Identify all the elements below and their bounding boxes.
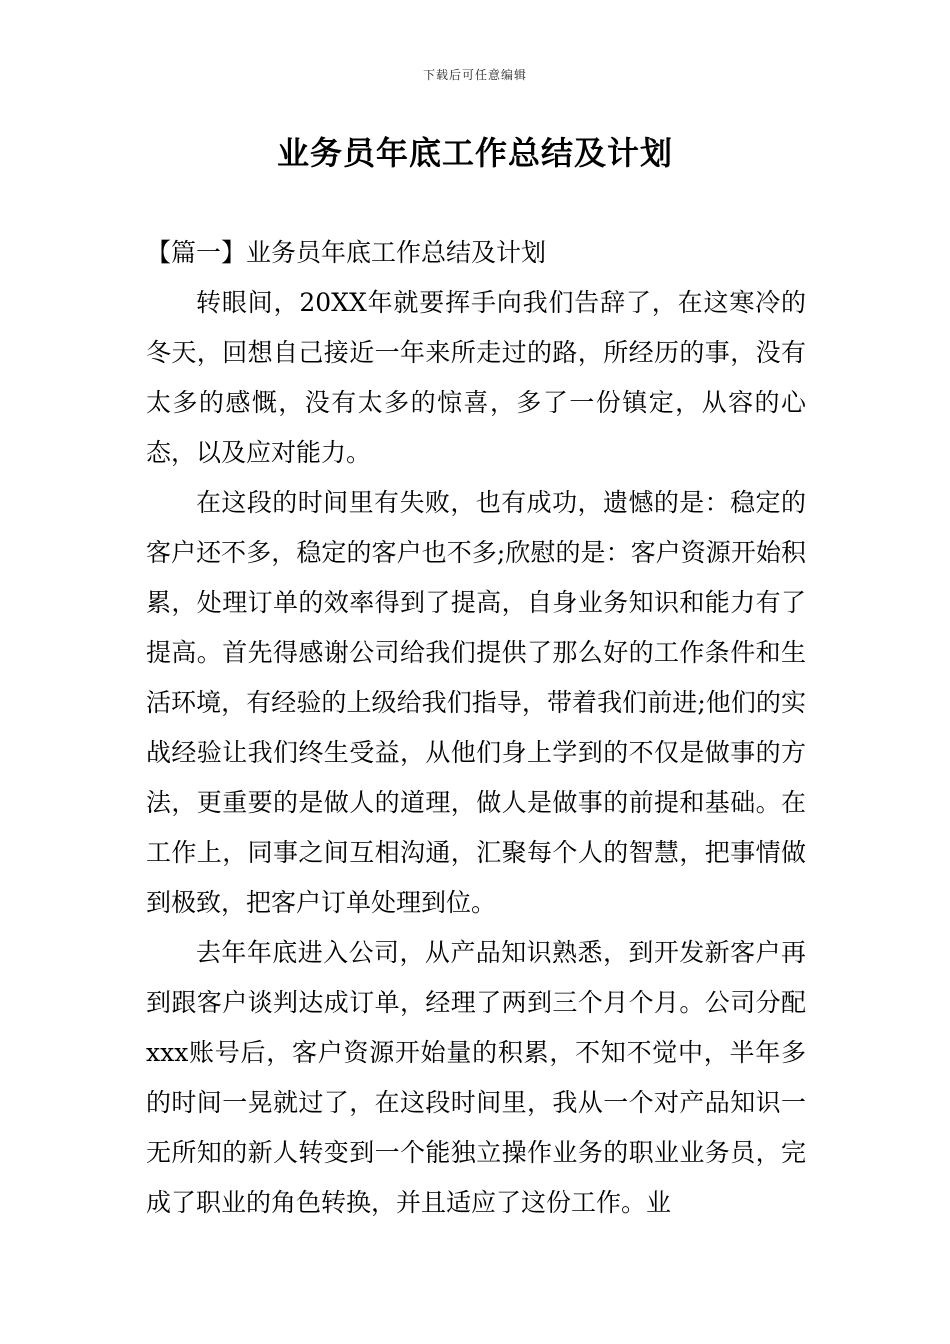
paragraph-3: 去年年底进入公司，从产品知识熟悉，到开发新客户再到跟客户谈判达成订单，经理了两到三个月个月。公司分配xxx账号后，客户资源开始量的积累，不知不觉中，半年多的时间一晃就过了，在这段时间里，我从一个对产品知识一无所知的新人转变到一个能独立操作业务的职业业务员，完成了职业的角色转换，并且适应了这份工作。业 [146, 938, 806, 1217]
document-body [146, 228, 806, 1228]
paragraph-2: 在这段的时间里有失败，也有成功，遗憾的是：稳定的客户还不多，稳定的客户也不多;欣慰的是：客户资源开始积累，处理订单的效率得到了提高，自身业务知识和能力有了提高。首先得感谢公司给我们提供了那么好的工作条件和生活环境，有经验的上级给我们指导，带着我们前进;他们的实战经验让我们终生受益，从他们身上学到的不仅是做事的方法，更重要的是做人的道理，做人是做事的前提和基础。在工作上，同事之间互相沟通，汇聚每个人的智慧，把事情做到极致，把客户订单处理到位。 [146, 488, 806, 917]
header-note: 下载后可任意编辑 [422, 68, 527, 82]
section-heading: 【篇一】业务员年底工作总结及计划 [146, 238, 547, 267]
document-title: 业务员年底工作总结及计划 [276, 134, 673, 172]
paragraph-1: 转眼间，20XX年就要挥手向我们告辞了，在这寒冷的冬天，回想自己接近一年来所走过的路，所经历的事，没有太多的感慨，没有太多的惊喜，多了一份镇定，从容的心态，以及应对能力。 [146, 288, 806, 467]
